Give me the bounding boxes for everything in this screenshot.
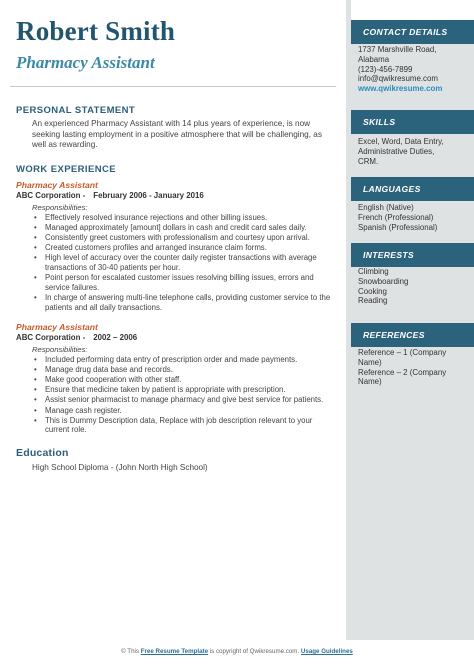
list-item: • Manage cash register. [43, 406, 334, 416]
responsibilities-label: Responsibilities: [32, 202, 88, 212]
list-item: Reading [358, 296, 388, 306]
job-role: Pharmacy Assistant [16, 179, 98, 190]
email-address: info@qwikresume.com [358, 74, 438, 84]
contact-details [358, 45, 470, 94]
list-item: • Point person for escalated customer issues resolving billing issues, errors and service failures. [43, 273, 334, 292]
skills-heading: SKILLS [363, 117, 396, 127]
candidate-title: Pharmacy Assistant [16, 53, 155, 72]
references-heading: REFERENCES [363, 330, 425, 340]
list-item: • Assist senior pharmacist to manage pharmacy and give best service for patients. [43, 395, 334, 405]
footer-copyright: © This [121, 648, 139, 655]
list-item: CRM. [358, 156, 379, 166]
job-dates: February 2006 - January 2016 [93, 190, 204, 200]
contact-heading: CONTACT DETAILS [363, 27, 448, 37]
candidate-name: Robert Smith [16, 16, 176, 46]
skills-heading-bar [351, 110, 474, 134]
list-item: • Effectively resolved insurance rejections and other billing issues. [43, 213, 334, 223]
list-item: Name) [358, 357, 382, 367]
education-entry: High School Diploma - (John North High School) [32, 463, 208, 473]
job-company-line [16, 191, 334, 200]
address-line: 1737 Marshville Road, [358, 45, 437, 54]
list-item: Administrative Duties, [358, 146, 435, 156]
list-item: • Created customers profiles and arranged insurance claim forms. [43, 243, 334, 253]
free-resume-template-link[interactable]: Free Resume Template [140, 648, 209, 655]
work-experience-heading: WORK EXPERIENCE [16, 163, 116, 175]
header-divider [10, 86, 336, 87]
address-line: Alabama [358, 54, 390, 64]
list-item: Spanish (Professional) [358, 222, 438, 232]
job-role: Pharmacy Assistant [16, 321, 98, 332]
skills-list [358, 137, 470, 166]
list-item: Snowboarding [358, 276, 409, 286]
languages-heading-bar [351, 177, 474, 201]
list-item: • Managed approximately [amount] dollars in cash and credit card sales daily. [43, 223, 334, 233]
list-item: • High level of accuracy over the counter daily register transactions with average transactions of 30-40 patients per hour. [43, 253, 334, 272]
phone-number: (123)-456-7899 [358, 64, 413, 74]
responsibilities-list [43, 213, 334, 313]
list-item: • Make good cooperation with other staff. [43, 375, 334, 385]
job-company: ABC Corporation - [16, 190, 86, 200]
job-company: ABC Corporation - [16, 332, 86, 342]
main-column [16, 105, 334, 472]
list-item: Excel, Word, Data Entry, [358, 137, 444, 146]
job-entry [16, 322, 334, 436]
list-item: • Consistently greet customers with professionalism and courtesy upon arrival. [43, 233, 334, 243]
list-item: Reference – 1 (Company [358, 348, 447, 357]
job-entry [16, 180, 334, 313]
contact-heading-bar [351, 20, 474, 44]
list-item: Cooking [358, 286, 387, 296]
footer-copyright-text: is copyright of Qwikresume.com. [209, 648, 300, 655]
interests-heading-bar [351, 243, 474, 267]
education-heading: Education [16, 447, 69, 460]
responsibilities-label: Responsibilities: [32, 344, 88, 354]
personal-statement-text: An experienced Pharmacy Assistant with 14 plus years of experience, is now seeking lasting employment in a positive atmosphere that will be challenging, as well as rewarding. [32, 119, 322, 149]
languages-list [358, 203, 470, 232]
responsibilities-list [43, 355, 334, 436]
interests-heading: INTERESTS [363, 250, 414, 260]
list-item: • This is Dummy Description data, Replace with job description relevant to your current role. [43, 416, 334, 435]
list-item: • Ensure that medicine taken by patient is appropriate with prescription. [43, 385, 334, 395]
references-heading-bar [351, 323, 474, 347]
references-list [358, 348, 470, 387]
list-item: • In charge of answering multi-line telephone calls, providing customer service to the patients and all daily transactions. [43, 293, 334, 312]
list-item: • Manage drug data base and records. [43, 365, 334, 375]
interests-list [358, 267, 470, 306]
website-link[interactable]: www.qwikresume.com [358, 84, 443, 94]
list-item: Climbing [358, 267, 389, 276]
job-dates: 2002 – 2006 [93, 332, 138, 342]
job-company-line [16, 333, 334, 342]
languages-heading: LANGUAGES [363, 184, 421, 194]
list-item: Name) [358, 377, 382, 387]
usage-guidelines-link[interactable]: Usage Guidelines [300, 648, 353, 655]
list-item: French (Professional) [358, 212, 434, 222]
sidebar [346, 0, 474, 640]
list-item: Reference – 2 (Company [358, 367, 447, 377]
footer [0, 648, 474, 655]
list-item: English (Native) [358, 203, 414, 212]
personal-statement-heading: PERSONAL STATEMENT [16, 105, 136, 116]
list-item: • Included performing data entry of prescription order and made payments. [43, 355, 334, 365]
